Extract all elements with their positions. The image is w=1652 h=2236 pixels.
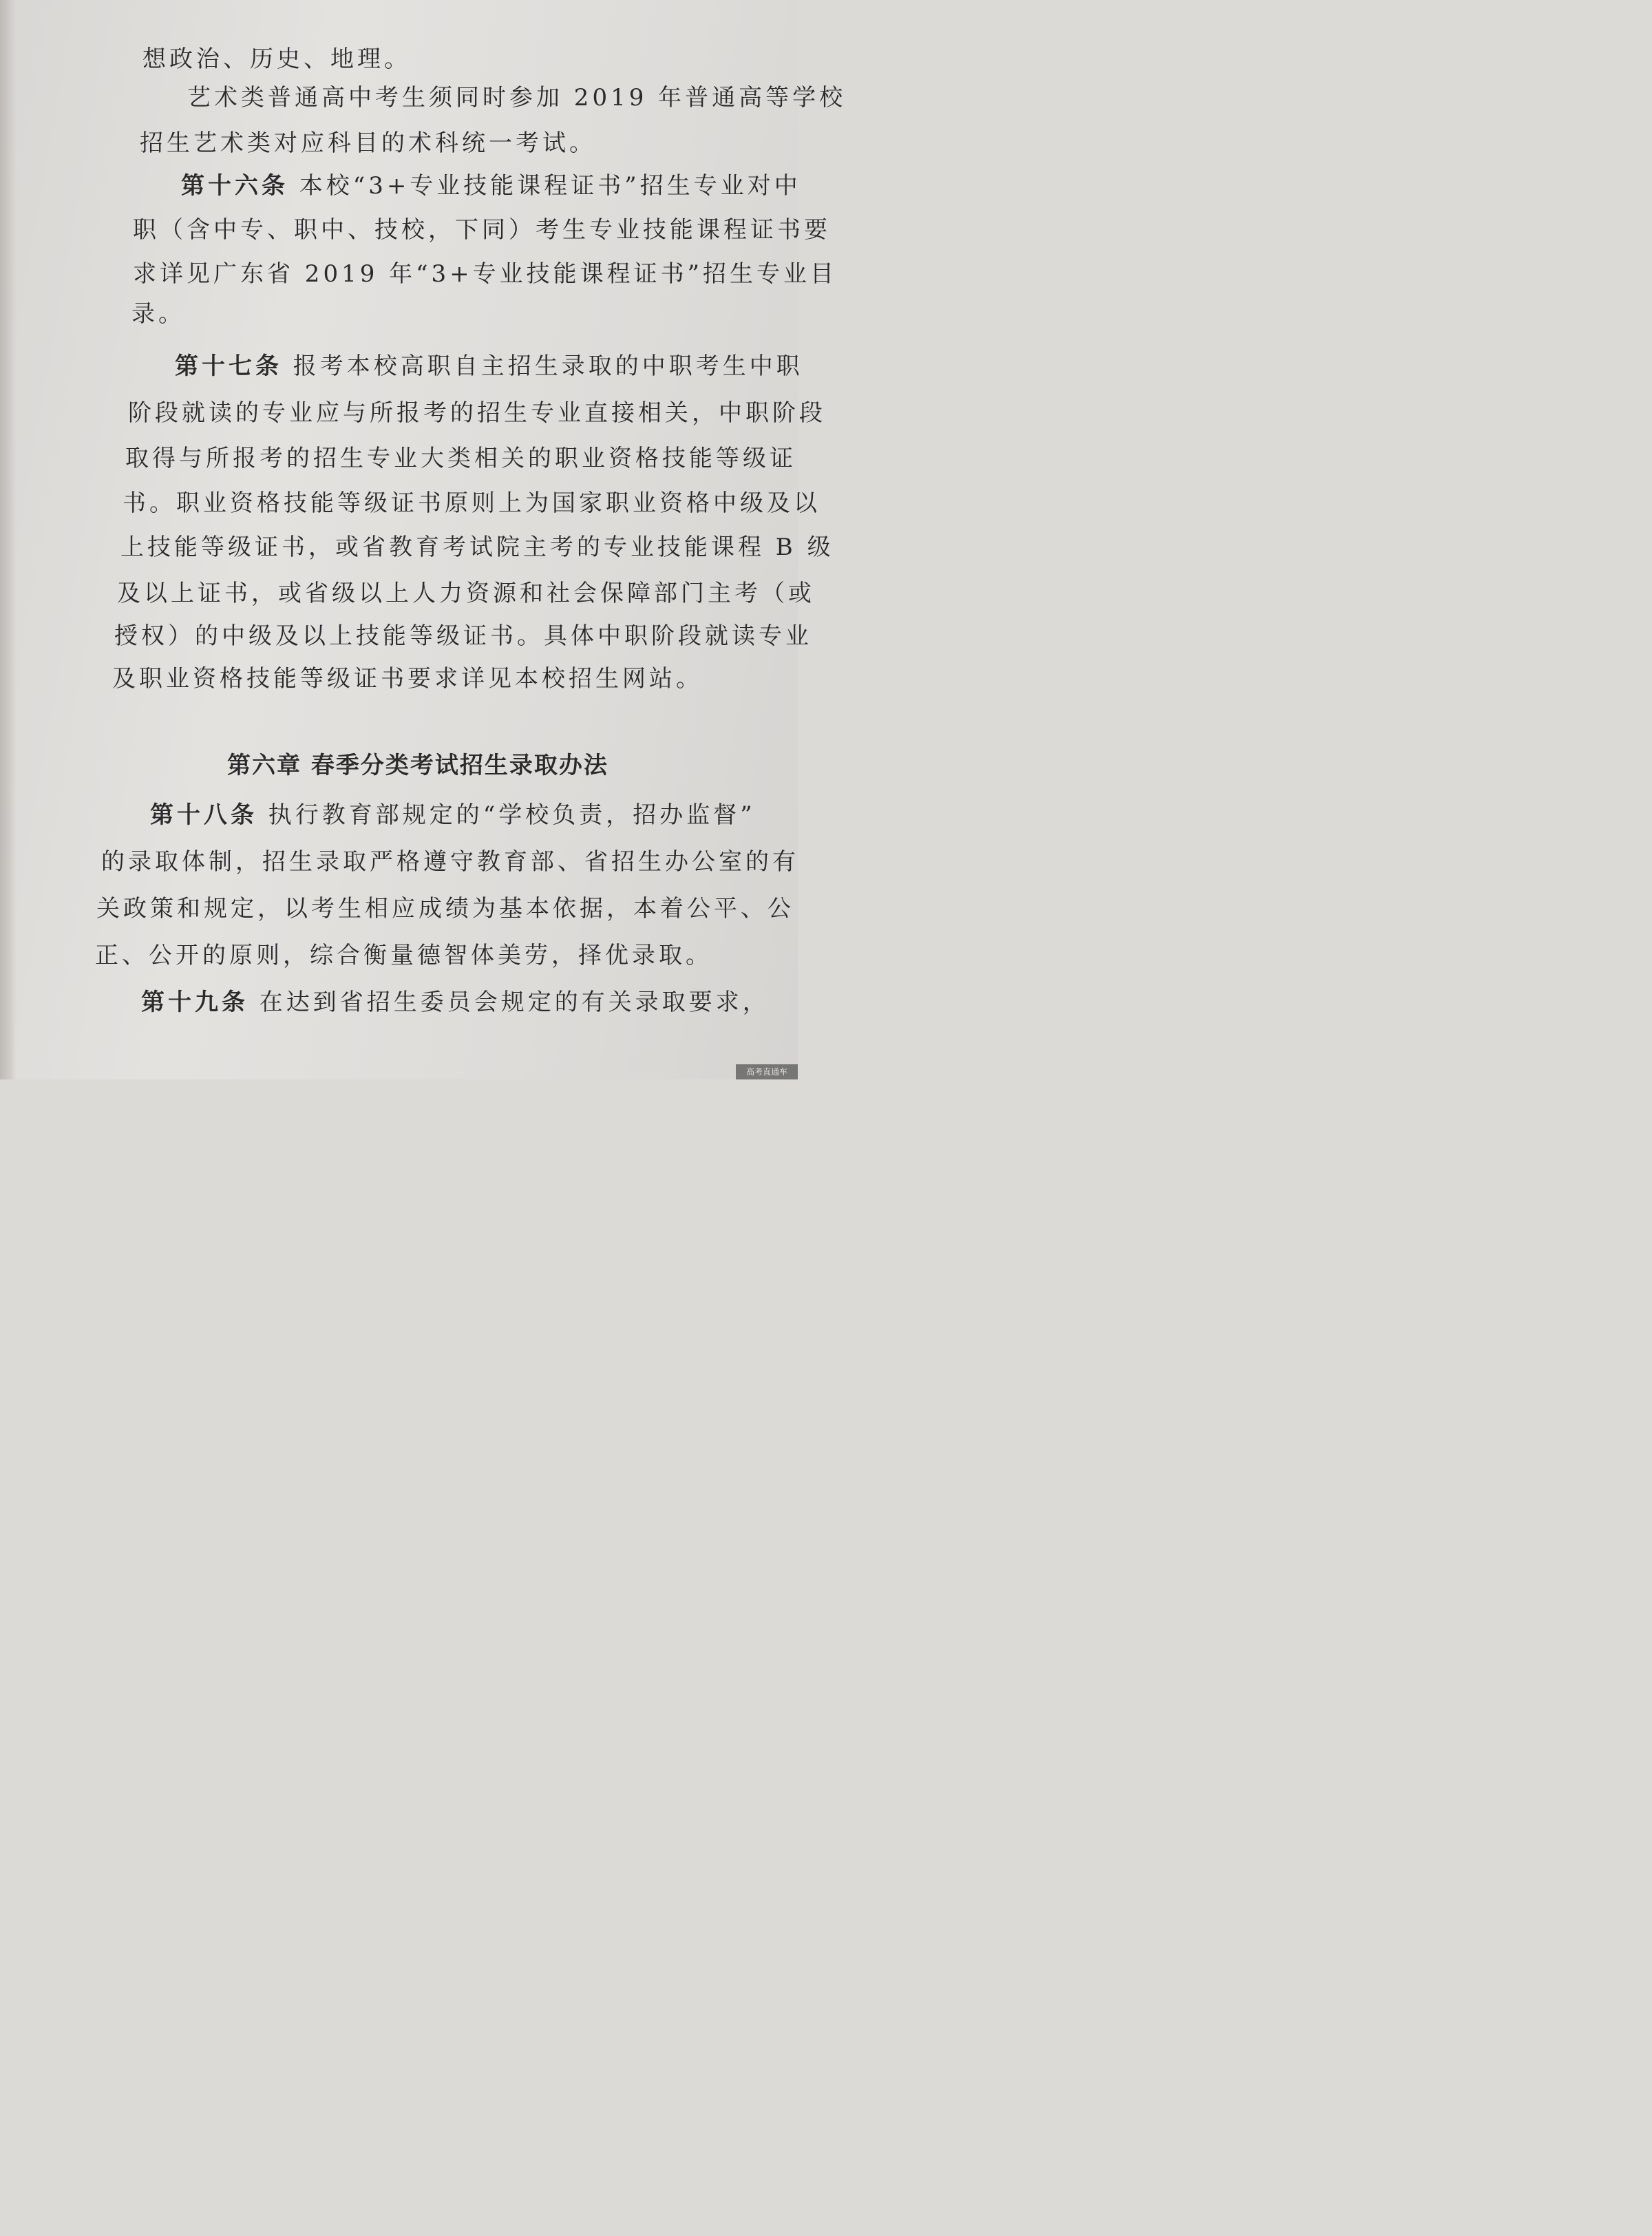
text-line: 授权）的中级及以上技能等级证书。具体中职阶段就读专业 <box>114 622 812 650</box>
article-number: 第十六条 <box>181 172 288 200</box>
text-line: 第十七条 报考本校高职自主招生录取的中职考生中职 <box>175 352 803 380</box>
watermark: 高考直通车 <box>736 1064 798 1079</box>
text-line: 第十六条 本校“3+专业技能课程证书”招生专业对中 <box>181 172 801 200</box>
document-page <box>0 0 847 1079</box>
text-line: 书。职业资格技能等级证书原则上为国家职业资格中级及以 <box>123 489 820 517</box>
text-line: 上技能等级证书，或省教育考试院主考的专业技能课程 B 级 <box>120 534 834 561</box>
binding-edge <box>0 0 17 1079</box>
text-line: 正、公开的原则，综合衡量德智体美劳，择优录取。 <box>95 942 712 969</box>
text-line: 想政治、历史、地理。 <box>142 45 411 73</box>
text-line: 第十八条 执行教育部规定的“学校负责，招办监督” <box>150 801 756 829</box>
article-number: 第十九条 <box>141 989 248 1016</box>
text-line: 第十九条 在达到省招生委员会规定的有关录取要求， <box>141 989 770 1016</box>
article-number: 第十八条 <box>150 801 257 829</box>
article-number: 第十七条 <box>175 352 282 380</box>
text-line: 求详见广东省 2019 年“3+专业技能课程证书”招生专业目 <box>133 260 838 288</box>
chapter-heading: 第六章 春季分类考试招生录取办法 <box>227 752 608 779</box>
text-line: 及职业资格技能等级证书要求详见本校招生网站。 <box>112 665 703 693</box>
text-line: 艺术类普通高中考生须同时参加 2019 年普通高等学校 <box>187 84 847 112</box>
text-line: 的录取体制，招生录取严格遵守教育部、省招生办公室的有 <box>101 848 799 876</box>
text-line: 阶段就读的专业应与所报考的招生专业直接相关，中职阶段 <box>128 399 826 427</box>
text-line: 招生艺术类对应科目的术科统一考试。 <box>140 129 596 157</box>
text-line: 录。 <box>131 300 185 328</box>
text-line: 职（含中专、职中、技校，下同）考生专业技能课程证书要 <box>133 216 831 244</box>
text-line: 关政策和规定，以考生相应成绩为基本依据，本着公平、公 <box>96 895 794 922</box>
text-line: 及以上证书，或省级以上人力资源和社会保障部门主考（或 <box>117 580 815 607</box>
text-line: 取得与所报考的招生专业大类相关的职业资格技能等级证 <box>125 445 796 472</box>
